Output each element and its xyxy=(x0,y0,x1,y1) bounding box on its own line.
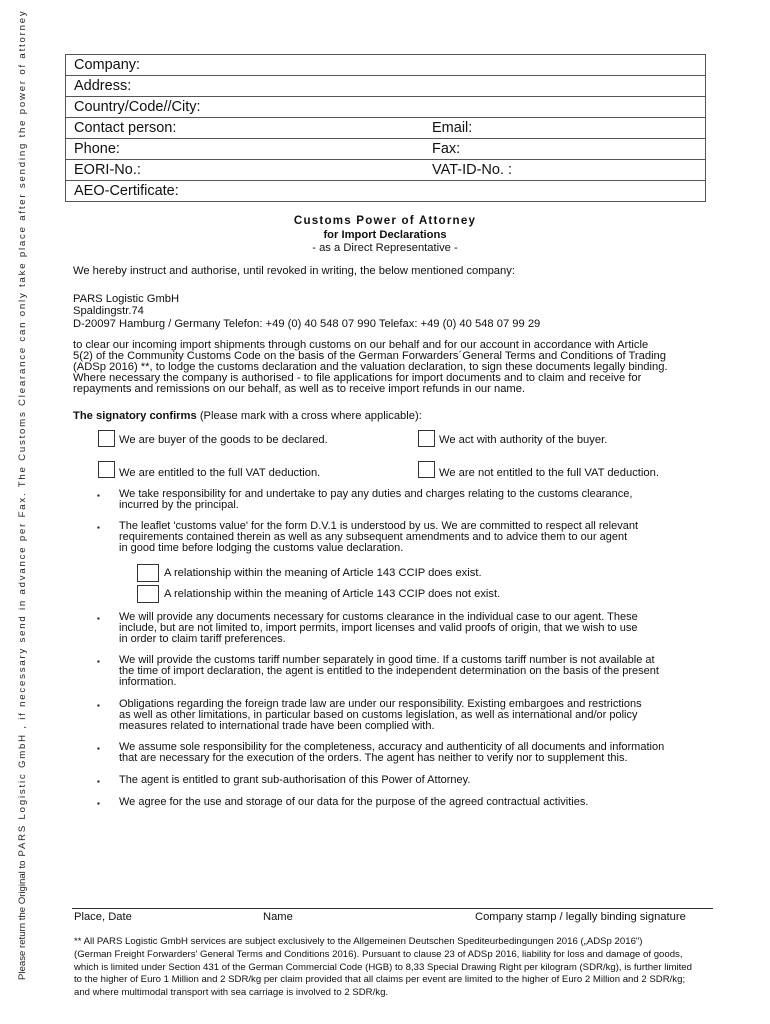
checkbox-relationship-not-exists[interactable] xyxy=(137,585,159,603)
bullet-icon: ▪ xyxy=(97,744,100,753)
agent-street: Spaldingstr.74 xyxy=(73,305,144,317)
bullet-icon: ▪ xyxy=(97,777,100,786)
checkbox-vat-yes[interactable] xyxy=(98,461,115,478)
footnote xyxy=(74,936,714,1000)
footnote-line: ** All PARS Logistic GmbH services are subject exclusively to the Allgemeinen Deutschen Spediteurbedingungen 2016 („ADSp 2016") xyxy=(74,936,643,947)
clause-text xyxy=(119,699,709,731)
contact-row[interactable] xyxy=(66,118,706,139)
contact-details-table xyxy=(65,54,706,202)
clause-line: We will provide any documents necessary for customs clearance in the individual case to our agent. These xyxy=(119,611,638,623)
clause-line: We will provide the customs tariff number separately in good time. If a customs tariff number is not available at xyxy=(119,654,655,666)
bullet-icon: ▪ xyxy=(97,523,100,532)
signatory-confirms xyxy=(73,411,703,422)
signatory-bold: The signatory confirms xyxy=(73,410,197,422)
company-field[interactable] xyxy=(66,55,706,76)
email-label: Email: xyxy=(432,120,473,136)
bullet-icon: ▪ xyxy=(97,701,100,710)
address-label: Address: xyxy=(74,78,132,94)
eori-label: EORI-No.: xyxy=(74,162,141,178)
agent-city-contact: D-20097 Hamburg / Germany Telefon: +49 (0) 40 548 07 990 Telefax: +49 (0) 40 548 07 99 29 xyxy=(73,318,541,330)
relationship-not-exists-label: A relationship within the meaning of Article 143 CCIP does not exist. xyxy=(164,588,501,600)
intro-text: We hereby instruct and authorise, until revoked in writing, the below mentioned company: xyxy=(73,265,515,277)
signature-line xyxy=(72,908,713,909)
bullet-icon: ▪ xyxy=(97,491,100,500)
option-authority-label: We act with authority of the buyer. xyxy=(439,434,608,446)
option-vat-no-label: We are not entitled to the full VAT deduction. xyxy=(439,467,659,479)
phone-row[interactable] xyxy=(66,139,706,160)
clause-line: We take responsibility for and undertake to pay any duties and charges relating to the customs clearance, xyxy=(119,488,633,500)
clause-text xyxy=(119,742,709,764)
clause-line: that are necessary for the execution of the orders. The agent has neither to verify nor to supplement this. xyxy=(119,751,628,764)
relationship-exists-label: A relationship within the meaning of Article 143 CCIP does exist. xyxy=(164,567,482,579)
clause-text xyxy=(119,775,709,786)
sidebar-note xyxy=(14,9,32,980)
vat-id-label: VAT-ID-No. : xyxy=(432,162,513,178)
phone-label: Phone: xyxy=(74,141,120,157)
clause-line: include, but are not limited to, import permits, import licenses and valid proofs of origin, that we wish to use xyxy=(119,621,638,634)
clause-line: information. xyxy=(119,675,177,688)
clause-text xyxy=(119,797,709,808)
mandate-line: (ADSp 2016) **, to lodge the customs declaration and the valuation declaration, to sign these documents legally binding. xyxy=(73,361,668,373)
aeo-field[interactable] xyxy=(66,181,706,202)
mandate-line: repayments and remissions on our behalf, as well as to receive import refunds in our name. xyxy=(73,383,526,395)
clause-line: Obligations regarding the foreign trade law are under our responsibility. Existing embargoes and restrictions xyxy=(119,698,642,710)
clause-line: We agree for the use and storage of our data for the purpose of the agreed contractual activities. xyxy=(119,796,589,808)
checkbox-buyer[interactable] xyxy=(98,430,115,447)
mandate-line: 5(2) of the Community Customs Code on the basis of the German Forwarders´General Terms and Conditions of Trading xyxy=(73,350,667,362)
clause-line: We assume sole responsibility for the completeness, accuracy and authenticity of all documents and information xyxy=(119,741,665,753)
checkbox-authority[interactable] xyxy=(418,430,435,447)
footnote-line: to the higher of Euro 1 Million and 2 SDR/kg per claim provided that all claims per event are limited to the higher of Euro 2 Million and 2 SDR/kg; xyxy=(74,974,686,986)
bullet-icon: ▪ xyxy=(97,657,100,666)
clause-line: requirements contained therein as well as any subsequent amendments and to advice them to our agent xyxy=(119,530,628,543)
clause-line: as well as other limitations, in particular based on customs legislation, as well as international and/or policy xyxy=(119,708,638,721)
checkbox-vat-no[interactable] xyxy=(418,461,435,478)
clause-line: The leaflet 'customs value' for the form D.V.1 is understood by us. We are committed to respect all relevant xyxy=(119,520,638,532)
bullet-icon: ▪ xyxy=(97,614,100,623)
doc-subtitle: for Import Declarations xyxy=(323,229,447,241)
mandate-line: Where necessary the company is authorised - to file applications for import documents and to claim and receive for xyxy=(73,372,642,384)
signatory-rest: (Please mark with a cross where applicable): xyxy=(196,410,422,422)
doc-subtitle-2: - as a Direct Representative - xyxy=(312,242,458,254)
sidebar-note-part2: PARS Logistic GmbH , if necessary send in advance per Fax. The Customs Clearance can only take place after sending the power of attorney xyxy=(17,9,28,857)
country-label: Country/Code//City: xyxy=(74,99,201,115)
country-field[interactable] xyxy=(66,97,706,118)
clause-text xyxy=(119,655,709,687)
mandate-line: to clear our incoming import shipments through customs on our behalf and for our account in accordance with Article xyxy=(73,339,649,351)
clause-line: in good time before lodging the customs value declaration. xyxy=(119,541,404,554)
fax-label: Fax: xyxy=(432,141,461,157)
sidebar-note-part1: Please return the Original to xyxy=(17,860,28,980)
company-label: Company: xyxy=(74,57,141,73)
eori-row[interactable] xyxy=(66,160,706,181)
clause-line: in order to claim tariff preferences. xyxy=(119,632,286,645)
option-buyer-label: We are buyer of the goods to be declared. xyxy=(119,434,328,446)
option-vat-yes-label: We are entitled to the full VAT deduction. xyxy=(119,467,321,479)
footnote-line: which is limited under Section 431 of the German Commercial Code (HGB) to 8,33 Special Drawing Right per kilogram (SDR/kg), is further limited xyxy=(74,961,692,973)
doc-title: Customs Power of Attorney xyxy=(293,214,477,227)
checkbox-relationship-exists[interactable] xyxy=(137,564,159,582)
footnote-line: and where multimodal transport with sea carriage is involved to 2 SDR/kg. xyxy=(74,987,389,999)
clause-line: incurred by the principal. xyxy=(119,498,239,511)
aeo-label: AEO-Certificate: xyxy=(74,183,179,199)
bullet-icon: ▪ xyxy=(97,799,100,808)
footnote-line: (German Freight Forwarders' General Terms and Conditions 2016). Pursuant to clause 23 of ADSp 2016, liability for loss and damage of goods, xyxy=(74,948,683,960)
clause-line: measures related to international trade have been complied with. xyxy=(119,719,435,732)
name-label: Name xyxy=(263,911,293,923)
clause-text xyxy=(119,521,709,553)
place-date-label: Place, Date xyxy=(74,911,132,923)
stamp-signature-label: Company stamp / legally binding signature xyxy=(475,911,686,923)
clause-line: The agent is entitled to grant sub-authorisation of this Power of Attorney. xyxy=(119,774,471,786)
agent-name: PARS Logistic GmbH xyxy=(73,293,180,305)
clause-line: the time of import declaration, the agent is entitled to the independent determination on the basis of the present xyxy=(119,664,659,677)
clause-text xyxy=(119,612,709,644)
address-field[interactable] xyxy=(66,76,706,97)
contact-label: Contact person: xyxy=(74,120,177,136)
clause-text xyxy=(119,489,709,511)
